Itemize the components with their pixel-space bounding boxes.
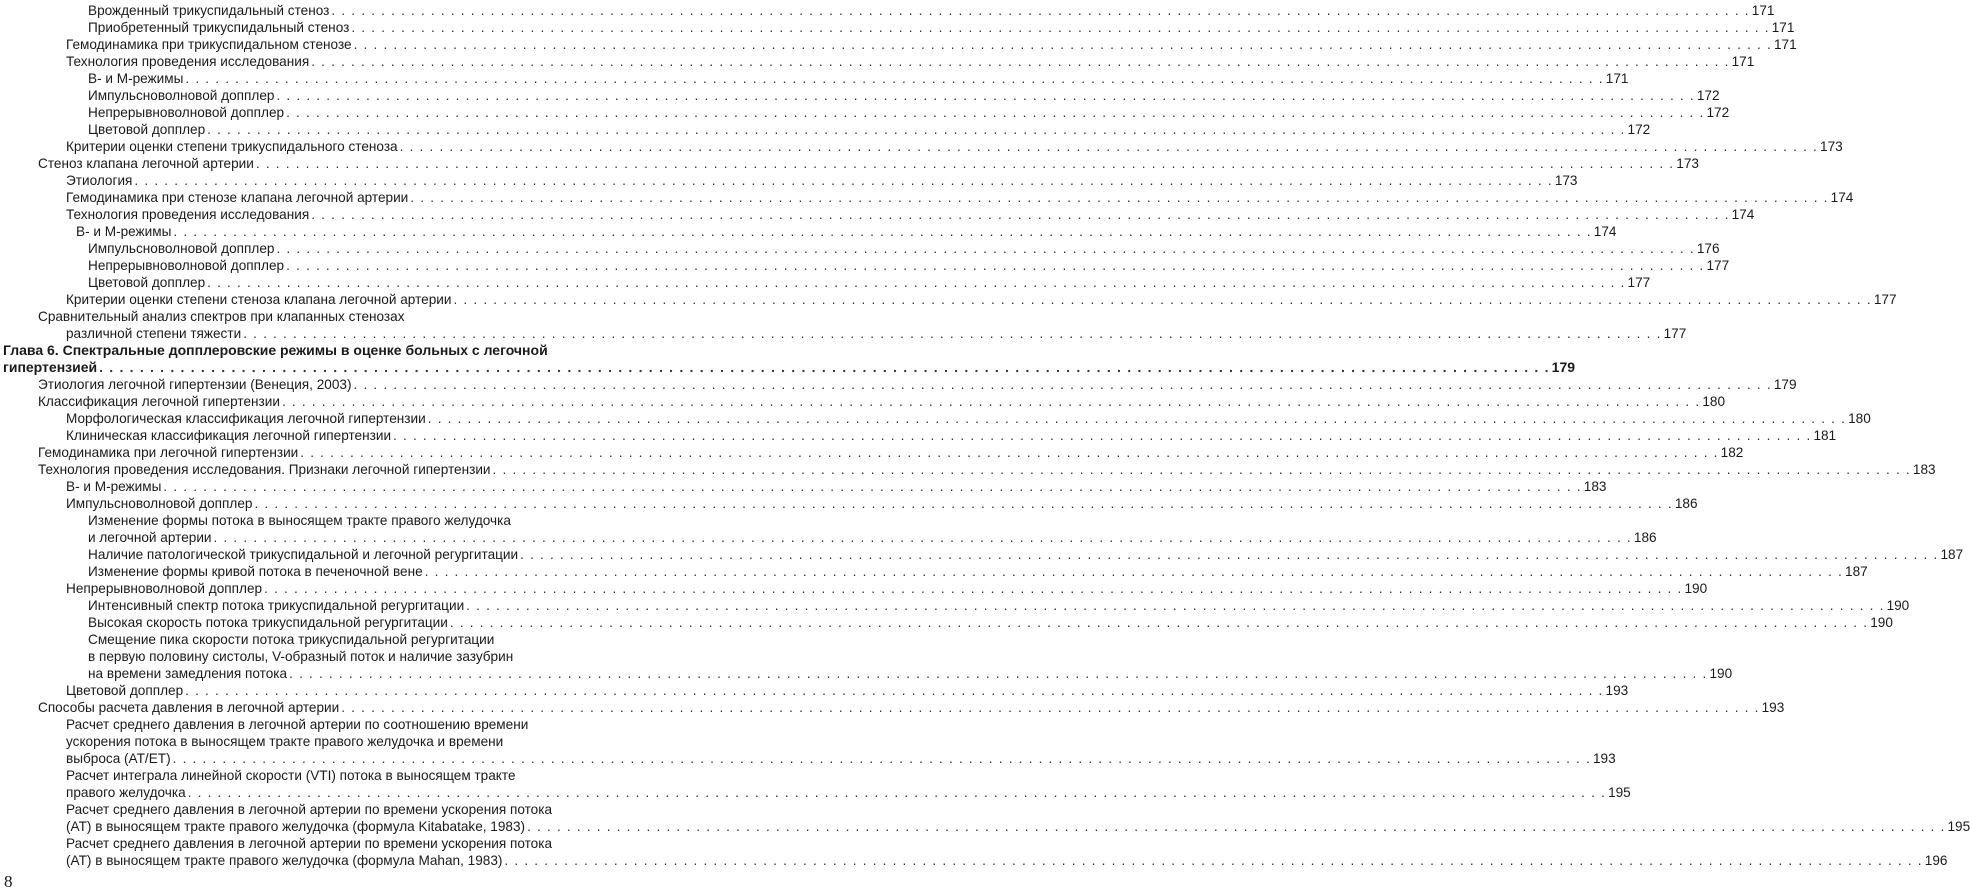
dot-leader [520, 546, 1938, 563]
toc-entry [88, 631, 579, 648]
toc-entry-page: 193 [1605, 683, 1629, 698]
dot-leader [173, 223, 1591, 240]
toc-entry-page: 193 [1593, 751, 1616, 766]
toc-entry [66, 767, 579, 784]
toc-entry-title: Импульсноволновой допплер [88, 241, 275, 256]
toc-entry-page: 172 [1627, 122, 1651, 137]
toc-entry-page: 174 [1593, 224, 1617, 239]
toc-entry-page: 177 [1873, 292, 1897, 307]
dot-leader [276, 240, 1694, 257]
toc-entry [38, 155, 1699, 172]
dot-leader [351, 19, 1769, 36]
toc-entry-page: 187 [1940, 547, 1964, 562]
toc-entry [88, 240, 1720, 257]
toc-entry-page: 180 [1702, 394, 1726, 409]
toc-entry [88, 257, 1730, 274]
toc-entry-page: 183 [1912, 462, 1936, 477]
toc-entry-title: Гемодинамика при трикуспидальном стенозе [66, 37, 352, 52]
toc-entry-page: 181 [1813, 428, 1837, 443]
toc-entry-page: 173 [1676, 156, 1699, 171]
toc-entry [66, 733, 579, 750]
dot-leader [254, 495, 1672, 512]
toc-entry-title: Смещение пика скорости потока трикуспидальной регургитации [88, 632, 495, 647]
toc-entry-page: 177 [1627, 275, 1651, 290]
toc-entry [66, 835, 579, 852]
toc-entry [66, 206, 1755, 223]
dot-leader [173, 750, 1591, 767]
toc-entry [38, 376, 1797, 393]
toc-entry-page: 196 [1924, 853, 1948, 868]
dot-leader [163, 478, 1581, 495]
dot-leader [341, 699, 1759, 716]
toc-entry-page: 195 [1608, 785, 1631, 800]
toc-entry-page: 195 [1947, 819, 1970, 834]
toc-entry-page: 190 [1886, 598, 1910, 613]
toc-entry [66, 427, 1837, 444]
toc-entry-title: Классификация легочной гипертензии [38, 394, 280, 409]
dot-leader [400, 138, 1818, 155]
toc-entry [38, 461, 1936, 478]
toc-entry-title: и легочной артерии [88, 530, 212, 545]
toc-entry [88, 87, 1720, 104]
dot-leader [214, 529, 1632, 546]
dot-leader [410, 189, 1828, 206]
dot-leader [207, 274, 1625, 291]
toc-entry-title: Расчет среднего давления в легочной артерии по времени ускорения потока [66, 802, 553, 817]
dot-leader [243, 325, 1661, 342]
dot-leader [331, 2, 1749, 19]
toc-entry [88, 665, 1733, 682]
toc-entry-page: 172 [1696, 88, 1720, 103]
toc-entry [88, 648, 579, 665]
toc-entry [88, 19, 1795, 36]
dot-leader [311, 206, 1729, 223]
toc-entry-title: Сравнительный анализ спектров при клапанных стенозах [38, 309, 405, 324]
toc-entry-page: 179 [1551, 359, 1576, 375]
toc-entry [88, 512, 579, 529]
toc-entry [88, 104, 1730, 121]
toc-entry-page: 186 [1674, 496, 1698, 511]
dot-leader [354, 36, 1772, 53]
toc-entry-title: Изменение формы кривой потока в печеночной вене [88, 564, 423, 579]
toc-entry-page: 190 [1709, 666, 1733, 681]
toc-entry [88, 2, 1775, 19]
dot-leader [425, 563, 1843, 580]
toc-entry-title: В- и М-режимы [66, 479, 162, 494]
toc-entry-page: 173 [1554, 173, 1578, 188]
toc-entry-page: 179 [1773, 377, 1797, 392]
toc-entry-title: Этиология [66, 173, 133, 188]
toc-entry-title: Критерии оценки степени трикуспидального стеноза [66, 139, 398, 154]
toc-entry-title: В- и М-режимы [88, 71, 184, 86]
toc-entry-title: Цветовой допплер [88, 275, 206, 290]
page-number: 8 [4, 872, 13, 891]
dot-leader [256, 155, 1674, 172]
toc-entry-page: 171 [1771, 20, 1795, 35]
dot-leader [504, 852, 1922, 869]
toc-entry-title: Технология проведения исследования [66, 54, 310, 69]
dot-leader [207, 121, 1625, 138]
toc-entry [66, 291, 1897, 308]
dot-leader [428, 410, 1846, 427]
dot-leader [134, 172, 1552, 189]
toc-entry-title: гипертензией [3, 359, 98, 375]
toc-entry-page: 174 [1731, 207, 1755, 222]
toc-entry [66, 325, 1687, 342]
toc-entry-page: 172 [1706, 105, 1730, 120]
dot-leader [453, 291, 1871, 308]
toc-entry-page: 193 [1761, 700, 1785, 715]
toc-entry [38, 444, 1744, 461]
toc-entry-page: 171 [1605, 71, 1629, 86]
toc-entry-title: Способы расчета давления в легочной артерии [38, 700, 340, 715]
toc-entry [76, 223, 1617, 240]
toc-entry-title: на времени замедления потока [88, 666, 288, 681]
dot-leader [493, 461, 1911, 478]
toc-entry-title: Изменение формы потока в выносящем тракте правого желудочка [88, 513, 511, 528]
toc-entry [38, 699, 1785, 716]
toc-entry-title: Гемодинамика при стенозе клапана легочной артерии [66, 190, 409, 205]
toc-entry [66, 818, 1970, 835]
toc-entry-page: 186 [1633, 530, 1657, 545]
dot-leader [393, 427, 1811, 444]
toc-entry-title: Технология проведения исследования [66, 207, 310, 222]
toc-entry [66, 750, 1616, 767]
toc-entry-title: Клиническая классификация легочной гипертензии [66, 428, 392, 443]
toc-entry-title: Импульсноволновой допплер [88, 88, 275, 103]
toc-entry-page: 173 [1820, 139, 1843, 154]
toc-chapter-heading [3, 359, 1576, 376]
toc-entry-page: 171 [1731, 54, 1755, 69]
toc-entry [66, 580, 1708, 597]
toc-entry [66, 682, 1629, 699]
toc-entry-title: В- и М-режимы [76, 224, 172, 239]
toc-entry-title: правого желудочка [66, 785, 186, 800]
toc-entry-title: выброса (AT/ET) [66, 751, 171, 766]
toc-entry [38, 308, 579, 325]
toc-entry-title: Приобретенный трикуспидальный стеноз [88, 20, 350, 35]
toc-entry [66, 784, 1631, 801]
dot-leader [264, 580, 1682, 597]
toc-entry [66, 801, 579, 818]
toc-entry [66, 495, 1698, 512]
toc-entry-title: Непрерывноволновой допплер [66, 581, 263, 596]
toc-entry-title: Расчет среднего давления в легочной артерии по соотношению времени [66, 717, 529, 732]
toc-entry [88, 529, 1657, 546]
toc-entry-title: (AT) в выносящем тракте правого желудочка (формула Mahan, 1983) [66, 853, 503, 868]
toc-entry-title: Морфологическая классификация легочной гипертензии [66, 411, 426, 426]
toc-entry-title: Стеноз клапана легочной артерии [38, 156, 254, 171]
toc-entry-title: Критерии оценки степени стеноза клапана легочной артерии [66, 292, 452, 307]
toc-entry-page: 171 [1751, 3, 1775, 18]
toc-entry [88, 563, 1868, 580]
toc-entry-page: 190 [1870, 615, 1893, 630]
dot-leader [99, 359, 1550, 376]
toc-entry [66, 716, 579, 733]
toc-entry-title: Гемодинамика при легочной гипертензии [38, 445, 299, 460]
toc-entry-page: 176 [1696, 241, 1720, 256]
toc-entry [88, 274, 1651, 291]
dot-leader [527, 818, 1945, 835]
dot-leader [286, 257, 1704, 274]
dot-leader [450, 614, 1868, 631]
toc-entry-title: (AT) в выносящем тракте правого желудочка (формула Kitabatake, 1983) [66, 819, 526, 834]
toc-entry [66, 172, 1578, 189]
toc-entry-title: различной степени тяжести [66, 326, 242, 341]
toc-entry [88, 70, 1629, 87]
dot-leader [282, 393, 1700, 410]
dot-leader [311, 53, 1729, 70]
toc-entry [66, 189, 1854, 206]
dot-leader [276, 87, 1694, 104]
toc-entry-page: 174 [1830, 190, 1854, 205]
toc-entry-page: 187 [1845, 564, 1868, 579]
toc-entry-title: Глава 6. Спектральные допплеровские режимы в оценке больных с легочной [3, 342, 548, 358]
dot-leader [286, 104, 1704, 121]
toc-entry [66, 138, 1843, 155]
toc-entry [88, 597, 1910, 614]
toc-entry-title: Врожденный трикуспидальный стеноз [88, 3, 330, 18]
dot-leader [300, 444, 1718, 461]
toc-entry [66, 36, 1797, 53]
toc-entry-title: Расчет интеграла линейной скорости (VTI) потока в выносящем тракте [66, 768, 516, 783]
dot-leader [466, 597, 1884, 614]
toc-entry-page: 171 [1773, 37, 1797, 52]
toc-entry-page: 182 [1720, 445, 1744, 460]
dot-leader [289, 665, 1707, 682]
toc-entry-title: Цветовой допплер [88, 122, 206, 137]
toc-entry-title: Этиология легочной гипертензии (Венеция, 2003) [38, 377, 352, 392]
toc-entry-title: Цветовой допплер [66, 683, 184, 698]
toc-entry-page: 177 [1663, 326, 1687, 341]
toc-entry [38, 393, 1726, 410]
toc-entry-title: ускорения потока в выносящем тракте правого желудочка и времени [66, 734, 504, 749]
toc-entry-title: Непрерывноволновой допплер [88, 105, 285, 120]
toc-entry [66, 53, 1755, 70]
toc-entry-title: Технология проведения исследования. Признаки легочной гипертензии [38, 462, 491, 477]
toc-entry-title: Интенсивный спектр потока трикуспидальной регургитации [88, 598, 465, 613]
toc-entry-page: 190 [1684, 581, 1708, 596]
toc-entry-title: Непрерывноволновой допплер [88, 258, 285, 273]
toc-entry-title: в первую половину систолы, V-образный поток и наличие зазубрин [88, 649, 514, 664]
dot-leader [353, 376, 1771, 393]
toc-entry-title: Импульсноволновой допплер [66, 496, 253, 511]
toc-entry [88, 614, 1893, 631]
toc-entry-title: Наличие патологической трикуспидальной и легочной регургитации [88, 547, 519, 562]
toc-entry-page: 183 [1583, 479, 1607, 494]
toc-entry [88, 546, 1964, 563]
dot-leader [185, 70, 1603, 87]
toc-entry-title: Высокая скорость потока трикуспидальной регургитации [88, 615, 448, 630]
dot-leader [188, 784, 1606, 801]
toc-entry [66, 478, 1607, 495]
dot-leader [185, 682, 1603, 699]
toc-entry [66, 852, 1948, 869]
toc-entry-page: 180 [1848, 411, 1871, 426]
toc-entry-page: 177 [1706, 258, 1730, 273]
toc-chapter-heading [3, 342, 579, 359]
toc-entry [88, 121, 1651, 138]
toc-entry [66, 410, 1871, 427]
toc-entry-title: Расчет среднего давления в легочной артерии по времени ускорения потока [66, 836, 553, 851]
